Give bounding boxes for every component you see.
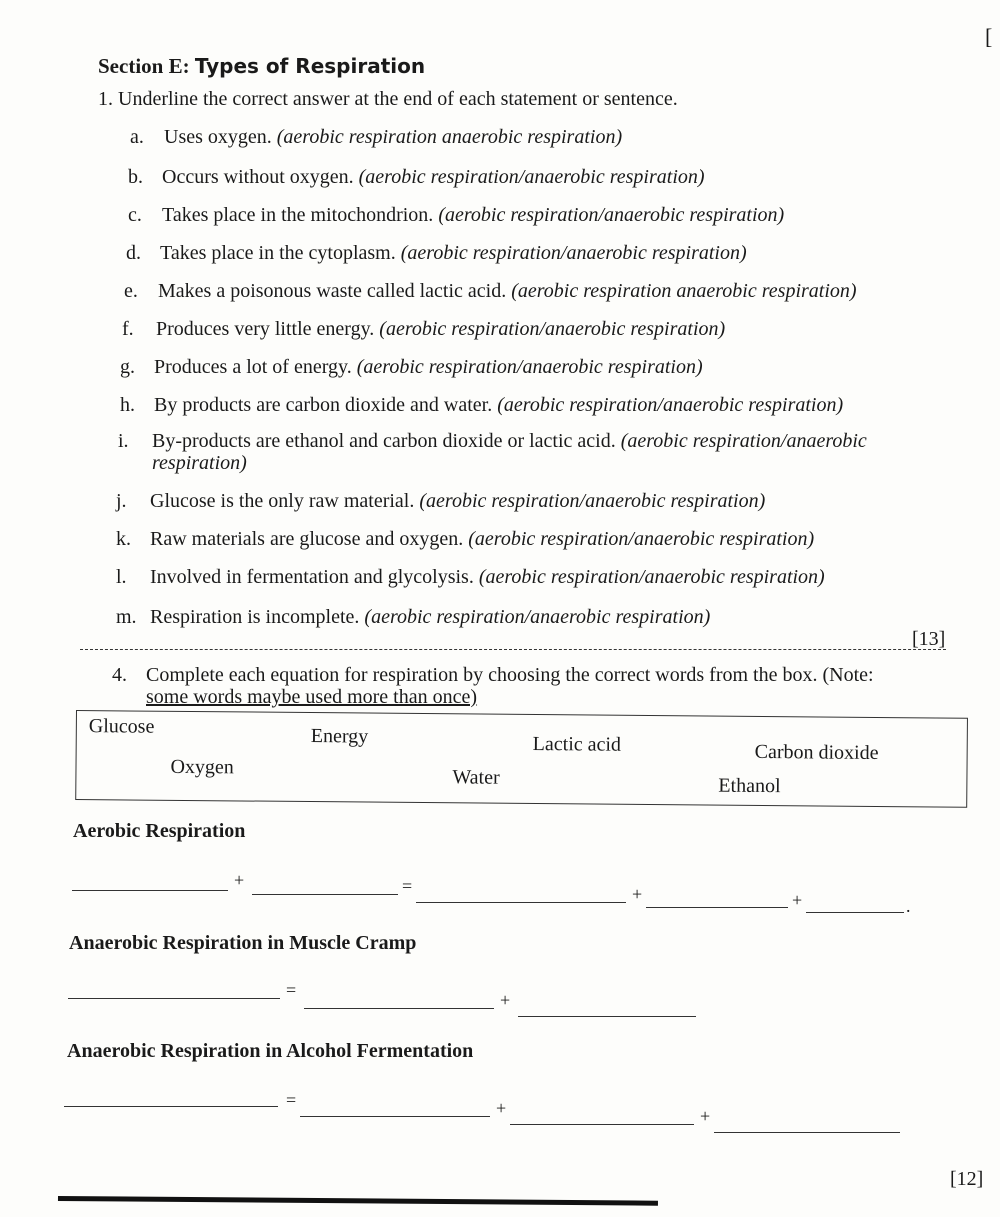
alcohol-op-2: +	[496, 1098, 507, 1118]
item-letter: e.	[124, 280, 138, 302]
section-divider	[80, 649, 946, 650]
word-water: Water	[452, 766, 500, 789]
alcohol-blank-2[interactable]	[300, 1116, 490, 1117]
item-choices[interactable]: (aerobic respiration/anaerobic respiration)	[400, 242, 747, 264]
bottom-rule	[58, 1196, 658, 1206]
question-1-item	[118, 430, 867, 453]
muscle-op-2: +	[500, 990, 511, 1010]
muscle-blank-1[interactable]	[68, 998, 280, 999]
item-choices[interactable]: (aerobic respiration/anaerobic respiration)	[478, 566, 825, 588]
item-letter: d.	[126, 242, 141, 264]
question-1-item	[122, 318, 725, 341]
question-1-item	[116, 566, 825, 589]
item-choices[interactable]: (aerobic respiration anaerobic respiration)	[511, 280, 857, 302]
aerobic-op-3: +	[632, 884, 643, 904]
question-1-item	[120, 394, 843, 417]
aerobic-op-1: +	[234, 870, 245, 890]
item-letter: k.	[116, 528, 131, 550]
aerobic-op-5: .	[906, 896, 911, 916]
question-1-item-continuation	[152, 452, 247, 475]
alcohol-op-3: +	[700, 1106, 711, 1126]
item-statement: By-products are ethanol and carbon dioxide or lactic acid.	[152, 430, 616, 452]
muscle-blank-3[interactable]	[518, 1016, 696, 1017]
alcohol-blank-3[interactable]	[510, 1124, 694, 1125]
question-4-prompt	[112, 664, 874, 708]
item-statement: By products are carbon dioxide and water.	[154, 394, 493, 416]
item-letter: l.	[116, 566, 127, 588]
item-choices[interactable]: (aerobic respiration/anaerobic respiration)	[419, 490, 766, 512]
item-choices[interactable]: (aerobic respiration/anaerobic respiration)	[379, 318, 726, 340]
muscle-blank-2[interactable]	[304, 1008, 494, 1009]
item-statement: Produces a lot of energy.	[154, 356, 352, 378]
section-name: Types of Respiration	[194, 54, 426, 78]
question-4-line1: Complete each equation for respiration by choosing the correct words from the box. (Note:	[146, 664, 874, 686]
item-letter: i.	[118, 430, 129, 452]
muscle-cramp-heading: Anaerobic Respiration in Muscle Cramp	[69, 932, 417, 954]
aerobic-blank-2[interactable]	[252, 894, 398, 895]
item-letter: f.	[122, 318, 134, 340]
question-1-item	[116, 490, 765, 513]
section-title	[98, 54, 425, 79]
item-letter: b.	[128, 166, 143, 188]
item-choices[interactable]: (aerobic respiration/anaerobic respiration)	[364, 606, 711, 628]
alcohol-blank-4[interactable]	[714, 1132, 900, 1133]
aerobic-op-2: =	[402, 876, 413, 896]
item-statement: Takes place in the mitochondrion.	[162, 204, 434, 226]
question-1-item	[128, 204, 784, 227]
item-choices[interactable]: (aerobic respiration/anaerobic respiration)	[356, 356, 703, 378]
aerobic-blank-5[interactable]	[806, 912, 904, 913]
question-1-item	[120, 356, 703, 379]
item-statement: Produces very little energy.	[156, 318, 375, 340]
item-choices-continued[interactable]: respiration)	[152, 452, 247, 474]
word-carbon-dioxide: Carbon dioxide	[754, 740, 879, 765]
question-1-item	[128, 166, 705, 189]
item-choices[interactable]: (aerobic respiration/anaerobic	[620, 430, 867, 452]
item-choices[interactable]: (aerobic respiration/anaerobic respiration)	[358, 166, 705, 188]
item-choices[interactable]: (aerobic respiration anaerobic respiration)	[276, 126, 623, 148]
item-choices[interactable]: (aerobic respiration/anaerobic respiration)	[497, 394, 844, 416]
word-oxygen: Oxygen	[170, 755, 234, 779]
word-lactic-acid: Lactic acid	[532, 732, 622, 756]
word-glucose: Glucose	[88, 715, 155, 738]
item-statement: Uses oxygen.	[164, 126, 272, 148]
question-1-prompt: 1. Underline the correct answer at the end of each statement or sentence.	[98, 88, 678, 110]
aerobic-op-4: +	[792, 890, 803, 910]
question-4-marks: [12]	[950, 1168, 984, 1190]
corner-bracket: [	[985, 24, 993, 49]
item-statement: Raw materials are glucose and oxygen.	[150, 528, 464, 550]
item-statement: Respiration is incomplete.	[150, 606, 360, 628]
question-4-number: 4.	[112, 664, 127, 686]
item-letter: a.	[130, 126, 144, 148]
question-1-item	[124, 280, 857, 303]
item-letter: g.	[120, 356, 135, 378]
item-statement: Occurs without oxygen.	[162, 166, 354, 188]
aerobic-blank-4[interactable]	[646, 907, 788, 908]
aerobic-blank-1[interactable]	[72, 890, 228, 891]
item-statement: Takes place in the cytoplasm.	[160, 242, 396, 264]
alcohol-heading: Anaerobic Respiration in Alcohol Fermentation	[67, 1040, 474, 1062]
item-statement: Glucose is the only raw material.	[150, 490, 415, 512]
alcohol-blank-1[interactable]	[64, 1106, 278, 1107]
question-1-item	[116, 606, 710, 629]
item-letter: c.	[128, 204, 142, 226]
word-ethanol: Ethanol	[718, 774, 781, 798]
alcohol-op-1: =	[286, 1090, 297, 1110]
question-1-marks: [13]	[912, 628, 946, 650]
aerobic-blank-3[interactable]	[416, 902, 626, 903]
question-1-item	[130, 126, 622, 149]
item-letter: h.	[120, 394, 135, 416]
item-letter: j.	[116, 490, 127, 512]
word-energy: Energy	[310, 725, 369, 748]
item-statement: Involved in fermentation and glycolysis.	[150, 566, 474, 588]
item-statement: Makes a poisonous waste called lactic acid.	[158, 280, 507, 302]
item-choices[interactable]: (aerobic respiration/anaerobic respiration)	[438, 204, 785, 226]
question-1-item	[126, 242, 747, 265]
muscle-op-1: =	[286, 980, 297, 1000]
question-4-line2: some words maybe used more than once)	[146, 686, 478, 708]
item-letter: m.	[116, 606, 137, 628]
item-choices[interactable]: (aerobic respiration/anaerobic respiration)	[468, 528, 815, 550]
section-label: Section E:	[98, 54, 190, 78]
aerobic-heading: Aerobic Respiration	[73, 820, 246, 842]
word-box	[75, 710, 968, 808]
question-1-item	[116, 528, 814, 551]
